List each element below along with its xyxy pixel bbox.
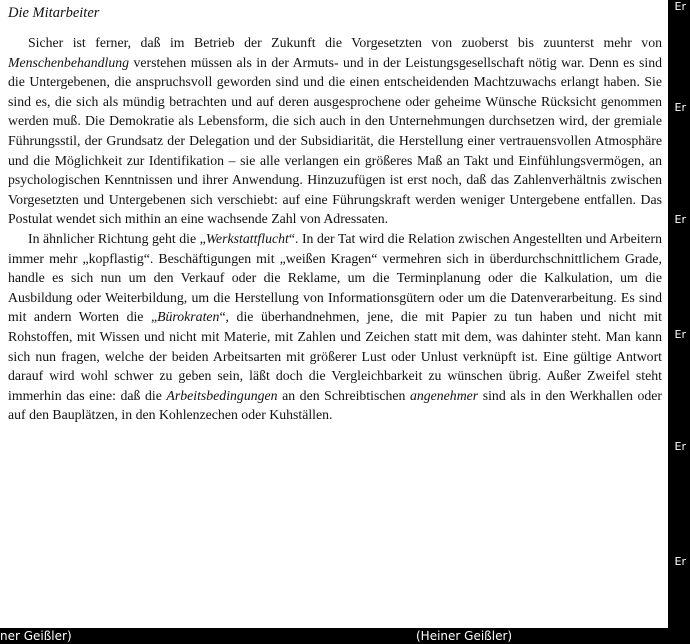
body-text: [8, 33, 662, 425]
paragraph-2-text-4: an den Schreibtischen: [277, 387, 410, 403]
side-label: Er: [674, 440, 686, 453]
paragraph-1: [8, 33, 662, 229]
caption-right: (Heiner Geißler): [416, 629, 513, 643]
paragraph-2-emphasis-1: Werkstattflucht: [205, 230, 289, 246]
paragraph-2: [8, 229, 662, 425]
side-label: Er: [674, 328, 686, 341]
paragraph-2-text-5: sind als in den Werkhallen oder auf den Bauplätzen, in den Kohlenzechen oder Kuhställen.: [8, 387, 662, 423]
paragraph-1-emphasis-1: Menschenbehandlung: [8, 54, 130, 70]
paragraph-1-text-2: verstehen müssen als in der Armuts- und in der Leistungsgesellschaft nötig war. Denn es sind die Untergebenen, die anspruchsvoll geworden sind und die einen entscheidenden Machtzuwachs erlangt haben. Sie sind es, die sich als mündig betrachten und auf deren ausgesprochene oder geheime Wünsche Rücksicht genommen werden muß. Die Demokratie als Lebensform, die sich auch in den Unternehmungen durchsetzen wird, der gremiale Führungsstil, der Grundsatz der Delegation und der Subsidiarität, die Herstellung einer vertrauensvollen Atmosphäre und die Möglichkeit zur Identifikation – sie alle verlangen ein größeres Maß an Takt und Einfühlungsvermögen, an psychologischen Kenntnissen und ihrer Anwendung. Hinzuzufügen ist erst noch, daß das Zahlenverhältnis zwischen Vorgesetzten und Untergebenen sich verschiebt: auf eine Führungskraft werden weniger Untergebene entfallen. Das Postulat wendet sich mithin an eine wachsende Zahl von Adressaten.: [8, 54, 662, 227]
section-title: Die Mitarbeiter: [8, 5, 100, 21]
side-label: Er: [674, 0, 686, 13]
paragraph-1-text-1: Sicher ist ferner, daß im Betrieb der Zukunft die Vorgesetzten von zuoberst bis zuunterst mehr von: [28, 35, 662, 50]
paragraph-2-emphasis-3: Arbeitsbedingungen: [166, 387, 278, 403]
side-label: Er: [674, 555, 686, 568]
paragraph-2-text-2: “. In der Tat wird die Relation zwischen Angestellten und Arbeitern immer mehr „kopflastig“. Beschäftigungen mit „weißen Kragen“ vermehren sich in überdurchschnittlichem Grade, handle es sich nun um den Verkauf oder die Reklame, um die Terminplanung oder die Kalkulation, um die Ausbildung oder Weiterbildung, um die Herstellung von Informationsgütern oder um die Datenverarbeitung. Es sind mit andern Worten die „: [8, 230, 663, 325]
side-label: Er: [674, 101, 686, 114]
paragraph-2-emphasis-2: Bürokraten: [157, 309, 220, 325]
paragraph-2-emphasis-4: angenehmer: [409, 387, 479, 403]
paragraph-2-text-1: In ähnlicher Richtung geht die „: [28, 230, 206, 246]
caption-left: ner Geißler): [0, 629, 72, 643]
side-label: Er: [674, 213, 686, 226]
paragraph-2-text-3: “, die überhandnehmen, jene, die mit Papier zu tun haben und nicht mit Rohstoffen, mit Wissen und nicht mit Materie, mit Zahlen und Zeichen statt mit dem, was dahinter steht. Man kann sich nun fragen, welche der beiden Arbeitsarten mit größerer Lust oder Unlust verknüpft ist. Eine gültige Antwort darauf wird wohl schwer zu geben sein, läßt doch die Vergleichbarkeit zu wünschen übrig. Außer Zweifel steht immerhin das eine: daß die: [8, 309, 662, 403]
